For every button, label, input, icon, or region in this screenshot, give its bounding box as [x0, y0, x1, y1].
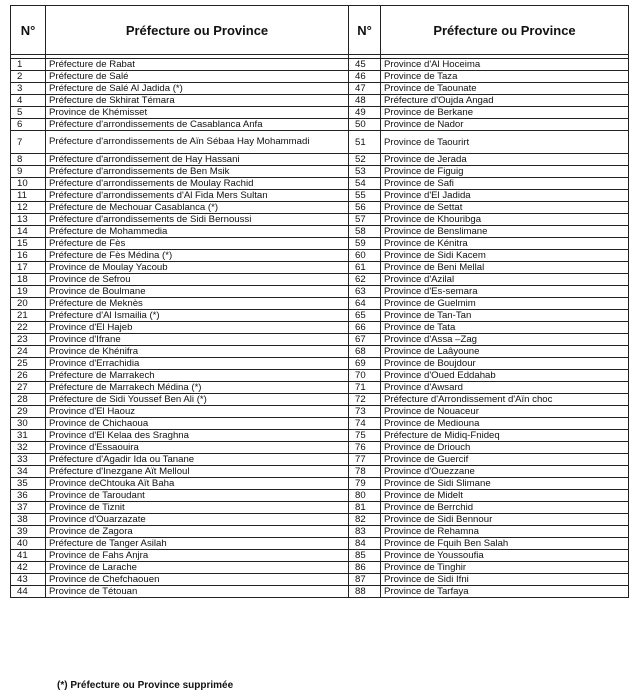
row-name-right: Province de Fquih Ben Salah: [381, 538, 629, 550]
row-number-right: 87: [349, 574, 381, 586]
row-name-right: Province de Kénitra: [381, 238, 629, 250]
row-name-right: Province d'Awsard: [381, 382, 629, 394]
table-row: [11, 274, 629, 286]
prefecture-province-table: [10, 5, 629, 598]
row-name-left: Préfecture de Rabat: [46, 59, 349, 71]
row-name-left: Province de Khémisset: [46, 107, 349, 119]
table-row: [11, 214, 629, 226]
table-row: [11, 286, 629, 298]
row-name-right: Province d'Ouezzane: [381, 466, 629, 478]
row-number-right: 86: [349, 562, 381, 574]
row-number-right: 68: [349, 346, 381, 358]
table-row: [11, 83, 629, 95]
row-name-left: Préfecture de Skhirat Témara: [46, 95, 349, 107]
table-row: [11, 262, 629, 274]
row-number-left: 33: [11, 454, 46, 466]
table-row: [11, 586, 629, 598]
row-name-right: Province de Tarfaya: [381, 586, 629, 598]
row-name-left: Province d'Errachidia: [46, 358, 349, 370]
row-number-left: 10: [11, 178, 46, 190]
row-name-right: Province de Taounate: [381, 83, 629, 95]
row-name-left: Province d'El Kelaa des Sraghna: [46, 430, 349, 442]
row-name-left: Province de Chichaoua: [46, 418, 349, 430]
row-number-left: 40: [11, 538, 46, 550]
row-name-right: Province de Nador: [381, 119, 629, 131]
row-name-right: Province d'Azilal: [381, 274, 629, 286]
row-number-left: 39: [11, 526, 46, 538]
row-name-left: Préfecture de Sidi Youssef Ben Ali (*): [46, 394, 349, 406]
row-name-right: Province de Tinghir: [381, 562, 629, 574]
table-row: [11, 238, 629, 250]
row-name-left: Préfecture d'arrondissement de Hay Hassani: [46, 154, 349, 166]
row-name-left: Province de Taroudant: [46, 490, 349, 502]
row-number-left: 5: [11, 107, 46, 119]
row-name-left: Préfecture de Mechouar Casablanca (*): [46, 202, 349, 214]
table-row: [11, 71, 629, 83]
row-name-left: Province deChtouka Aït Baha: [46, 478, 349, 490]
row-number-right: 84: [349, 538, 381, 550]
row-number-left: 9: [11, 166, 46, 178]
row-number-left: 34: [11, 466, 46, 478]
row-name-left: Province de Khénifra: [46, 346, 349, 358]
table-row: [11, 526, 629, 538]
row-name-left: Province de Tiznit: [46, 502, 349, 514]
row-number-left: 15: [11, 238, 46, 250]
row-number-right: 54: [349, 178, 381, 190]
table-row: [11, 538, 629, 550]
row-name-left: Préfecture d'arrondissements de Casablanca Anfa: [46, 119, 349, 131]
row-name-left: Province de Larache: [46, 562, 349, 574]
row-number-right: 77: [349, 454, 381, 466]
prefecture-province-document: [10, 5, 628, 598]
row-number-left: 17: [11, 262, 46, 274]
row-number-left: 19: [11, 286, 46, 298]
row-number-right: 57: [349, 214, 381, 226]
table-row: [11, 490, 629, 502]
row-number-right: 55: [349, 190, 381, 202]
row-name-right: Province de Nouaceur: [381, 406, 629, 418]
row-number-left: 14: [11, 226, 46, 238]
header-number-right: N°: [349, 6, 381, 55]
row-name-left: Province de Boulmane: [46, 286, 349, 298]
table-row: [11, 430, 629, 442]
row-number-left: 24: [11, 346, 46, 358]
row-name-right: Province de Driouch: [381, 442, 629, 454]
row-name-right: Province de Benslimane: [381, 226, 629, 238]
row-number-right: 58: [349, 226, 381, 238]
table-row: [11, 310, 629, 322]
row-name-left: Préfecture de Marrakech: [46, 370, 349, 382]
row-name-right: Province de Sidi Slimane: [381, 478, 629, 490]
row-name-right: Province de Sidi Kacem: [381, 250, 629, 262]
row-number-left: 6: [11, 119, 46, 131]
row-number-left: 36: [11, 490, 46, 502]
row-number-left: 31: [11, 430, 46, 442]
table-row: [11, 334, 629, 346]
row-number-left: 3: [11, 83, 46, 95]
row-number-right: 65: [349, 310, 381, 322]
row-number-left: 23: [11, 334, 46, 346]
row-number-left: 18: [11, 274, 46, 286]
row-name-right: Province de Taourirt: [381, 131, 629, 154]
table-row: [11, 190, 629, 202]
header-number-left: N°: [11, 6, 46, 55]
row-name-left: Préfecture de Meknès: [46, 298, 349, 310]
row-name-left: Province de Chefchaouen: [46, 574, 349, 586]
row-name-right: Province de Boujdour: [381, 358, 629, 370]
row-number-right: 60: [349, 250, 381, 262]
row-number-right: 48: [349, 95, 381, 107]
row-number-right: 47: [349, 83, 381, 95]
row-number-left: 41: [11, 550, 46, 562]
row-name-left: Préfecture d'Agadir Ida ou Tanane: [46, 454, 349, 466]
row-name-left: Préfecture d'Inezgane Aït Melloul: [46, 466, 349, 478]
row-name-left: Préfecture de Fès Médina (*): [46, 250, 349, 262]
row-number-left: 12: [11, 202, 46, 214]
table-row: [11, 298, 629, 310]
table-row: [11, 454, 629, 466]
table-row: [11, 322, 629, 334]
table-row: [11, 226, 629, 238]
row-number-left: 30: [11, 418, 46, 430]
row-name-right: Province de Figuig: [381, 166, 629, 178]
row-name-left: Préfecture de Salé: [46, 71, 349, 83]
row-name-right: Province de Tata: [381, 322, 629, 334]
row-number-right: 75: [349, 430, 381, 442]
row-number-right: 85: [349, 550, 381, 562]
row-name-left: Province de Tétouan: [46, 586, 349, 598]
table-row: [11, 358, 629, 370]
row-name-right: Province de Guelmim: [381, 298, 629, 310]
table-row: [11, 59, 629, 71]
table-row: [11, 502, 629, 514]
row-name-left: Préfecture d'arrondissements de Moulay Rachid: [46, 178, 349, 190]
row-number-right: 45: [349, 59, 381, 71]
row-number-right: 88: [349, 586, 381, 598]
table-row: [11, 131, 629, 154]
row-number-left: 7: [11, 131, 46, 154]
table-row: [11, 250, 629, 262]
row-number-left: 27: [11, 382, 46, 394]
row-number-right: 81: [349, 502, 381, 514]
row-name-right: Province de Guercif: [381, 454, 629, 466]
table-row: [11, 514, 629, 526]
row-name-left: Province d'Ouarzazate: [46, 514, 349, 526]
row-number-right: 73: [349, 406, 381, 418]
row-number-right: 82: [349, 514, 381, 526]
footnote: (*) Préfecture ou Province supprimée: [57, 680, 234, 691]
row-number-right: 50: [349, 119, 381, 131]
row-name-right: Province d'Oued Eddahab: [381, 370, 629, 382]
row-number-right: 64: [349, 298, 381, 310]
table-row: [11, 406, 629, 418]
row-number-right: 62: [349, 274, 381, 286]
table-row: [11, 119, 629, 131]
table-row: [11, 202, 629, 214]
row-number-left: 21: [11, 310, 46, 322]
row-name-left: Province de Sefrou: [46, 274, 349, 286]
row-name-right: Province de Safi: [381, 178, 629, 190]
row-number-right: 76: [349, 442, 381, 454]
row-number-right: 80: [349, 490, 381, 502]
row-name-right: Province de Sidi Bennour: [381, 514, 629, 526]
row-name-right: Province de Laâyoune: [381, 346, 629, 358]
row-number-left: 4: [11, 95, 46, 107]
row-number-left: 38: [11, 514, 46, 526]
row-number-right: 49: [349, 107, 381, 119]
row-number-right: 63: [349, 286, 381, 298]
row-number-right: 67: [349, 334, 381, 346]
row-name-right: Province d'Al Hoceima: [381, 59, 629, 71]
row-name-left: Préfecture d'arrondissements de Ben Msik: [46, 166, 349, 178]
row-name-right: Province d'Assa –Zag: [381, 334, 629, 346]
row-name-right: Préfecture d'Oujda Angad: [381, 95, 629, 107]
row-number-right: 53: [349, 166, 381, 178]
row-name-left: Préfecture de Mohammedia: [46, 226, 349, 238]
row-name-right: Province de Berkane: [381, 107, 629, 119]
row-number-left: 22: [11, 322, 46, 334]
table-row: [11, 574, 629, 586]
row-name-right: Province d'Es-semara: [381, 286, 629, 298]
row-name-left: Province de Fahs Anjra: [46, 550, 349, 562]
table-row: [11, 95, 629, 107]
row-name-left: Province de Zagora: [46, 526, 349, 538]
row-number-right: 46: [349, 71, 381, 83]
row-name-left: Province d'El Hajeb: [46, 322, 349, 334]
row-name-right: Province de Beni Mellal: [381, 262, 629, 274]
row-number-left: 11: [11, 190, 46, 202]
table-row: [11, 382, 629, 394]
row-number-right: 66: [349, 322, 381, 334]
row-name-left: Préfecture de Fès: [46, 238, 349, 250]
row-number-right: 51: [349, 131, 381, 154]
table-row: [11, 107, 629, 119]
row-number-left: 1: [11, 59, 46, 71]
row-number-right: 61: [349, 262, 381, 274]
row-number-right: 74: [349, 418, 381, 430]
row-number-right: 69: [349, 358, 381, 370]
row-name-left: Province de Moulay Yacoub: [46, 262, 349, 274]
table-row: [11, 562, 629, 574]
row-number-right: 59: [349, 238, 381, 250]
row-name-right: Province de Youssoufia: [381, 550, 629, 562]
row-number-right: 71: [349, 382, 381, 394]
row-number-left: 43: [11, 574, 46, 586]
table-row: [11, 550, 629, 562]
row-number-left: 13: [11, 214, 46, 226]
row-number-left: 20: [11, 298, 46, 310]
row-name-left: Préfecture d'arrondissements de Aïn Sébaa Hay Mohammadi: [46, 131, 349, 154]
row-number-left: 32: [11, 442, 46, 454]
table-row: [11, 478, 629, 490]
row-name-right: Province de Jerada: [381, 154, 629, 166]
table-row: [11, 442, 629, 454]
table-header-row: [11, 6, 629, 55]
table-body: [11, 55, 629, 598]
row-name-left: Province d'Essaouira: [46, 442, 349, 454]
row-number-left: 2: [11, 71, 46, 83]
row-name-right: Province de Sidi Ifni: [381, 574, 629, 586]
table-row: [11, 178, 629, 190]
row-name-left: Province d'El Haouz: [46, 406, 349, 418]
row-name-left: Province d'Ifrane: [46, 334, 349, 346]
row-name-right: Province de Rehamna: [381, 526, 629, 538]
row-number-right: 79: [349, 478, 381, 490]
table-row: [11, 418, 629, 430]
row-number-left: 35: [11, 478, 46, 490]
table-row: [11, 154, 629, 166]
row-name-right: Province d'El Jadida: [381, 190, 629, 202]
row-name-right: Province de Mediouna: [381, 418, 629, 430]
row-number-right: 78: [349, 466, 381, 478]
row-number-left: 25: [11, 358, 46, 370]
row-number-left: 29: [11, 406, 46, 418]
row-name-right: Province de Tan-Tan: [381, 310, 629, 322]
table-row: [11, 166, 629, 178]
row-number-right: 56: [349, 202, 381, 214]
row-number-left: 26: [11, 370, 46, 382]
table-row: [11, 370, 629, 382]
row-name-left: Préfecture de Marrakech Médina (*): [46, 382, 349, 394]
row-name-left: Préfecture d'arrondissements de Sidi Bernoussi: [46, 214, 349, 226]
row-name-right: Province de Midelt: [381, 490, 629, 502]
row-number-left: 28: [11, 394, 46, 406]
row-name-right: Province de Taza: [381, 71, 629, 83]
row-number-right: 52: [349, 154, 381, 166]
header-name-left: Préfecture ou Province: [46, 6, 349, 55]
table-row: [11, 346, 629, 358]
table-row: [11, 466, 629, 478]
header-name-right: Préfecture ou Province: [381, 6, 629, 55]
row-number-right: 70: [349, 370, 381, 382]
row-name-right: Province de Khouribga: [381, 214, 629, 226]
row-number-right: 83: [349, 526, 381, 538]
row-number-left: 44: [11, 586, 46, 598]
row-name-left: Préfecture d'arrondissements d'Al Fida Mers Sultan: [46, 190, 349, 202]
row-number-left: 37: [11, 502, 46, 514]
row-name-right: Préfecture de Midiq-Fnideq: [381, 430, 629, 442]
row-name-right: Province de Berrchid: [381, 502, 629, 514]
row-name-left: Préfecture d'Al Ismailia (*): [46, 310, 349, 322]
row-name-left: Préfecture de Salé Al Jadida (*): [46, 83, 349, 95]
row-number-left: 8: [11, 154, 46, 166]
row-name-left: Préfecture de Tanger Asilah: [46, 538, 349, 550]
row-number-left: 16: [11, 250, 46, 262]
row-number-right: 72: [349, 394, 381, 406]
row-number-left: 42: [11, 562, 46, 574]
table-row: [11, 394, 629, 406]
row-name-right: Préfecture d'Arrondissement d'Aïn choc: [381, 394, 629, 406]
row-name-right: Province de Settat: [381, 202, 629, 214]
